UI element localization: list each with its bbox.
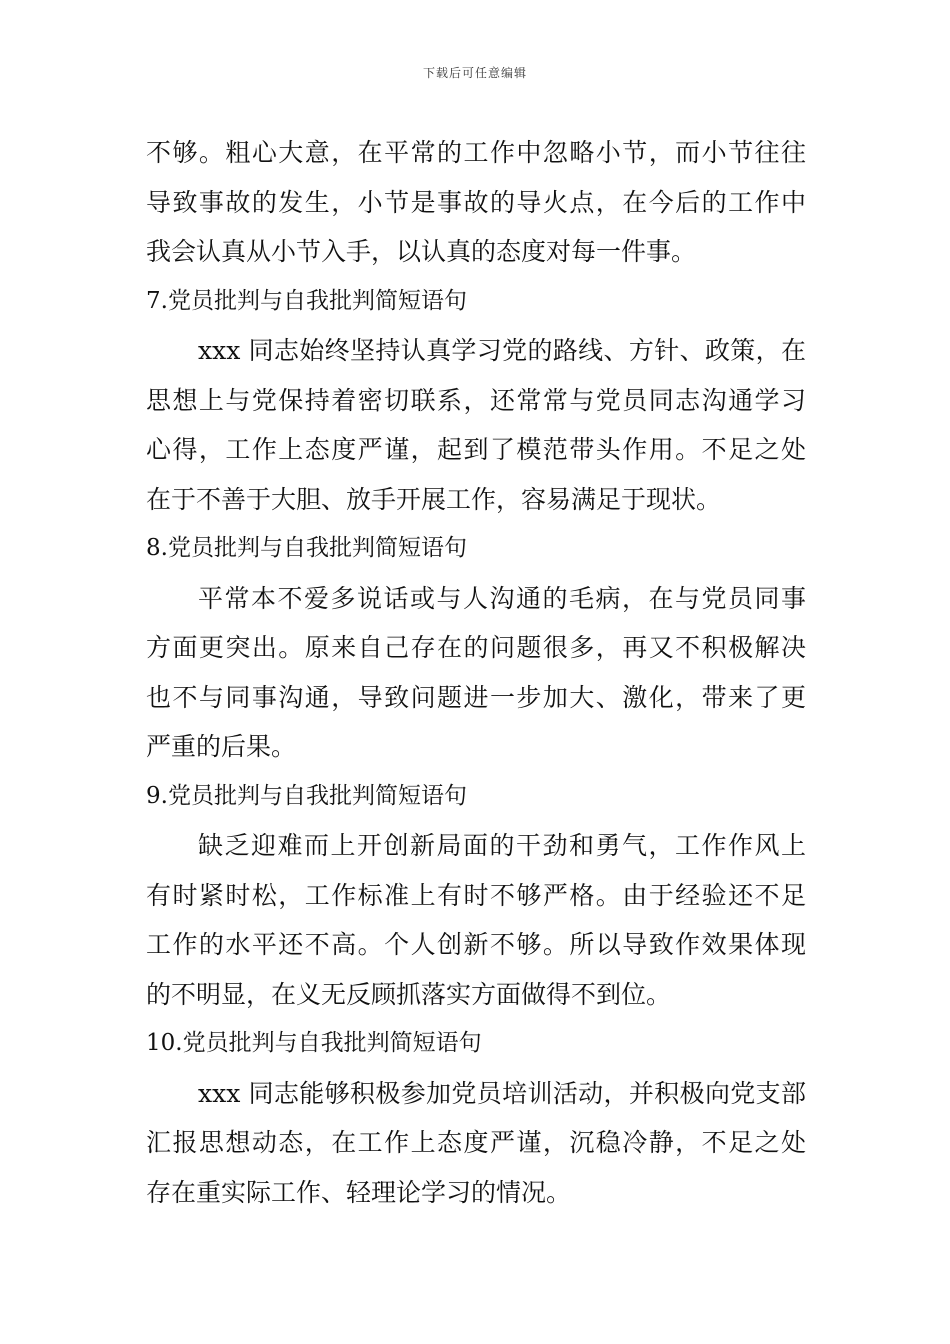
paragraph-line: 汇报思想动态，在工作上态度严谨，沉稳冷静，不足之处 xyxy=(146,1128,806,1157)
paragraph-line: 也不与同事沟通，导致问题进一步加大、激化，带来了更 xyxy=(146,682,806,712)
section-heading-7: 7.党员批判与自我批判简短语句 xyxy=(146,287,467,314)
paragraph-10 xyxy=(146,1069,806,1218)
paragraph-line: 我会认真从小节入手，以认真的态度对每一件事。 xyxy=(146,237,697,266)
paragraph-9 xyxy=(146,821,806,1019)
paragraph-line: 缺乏迎难而上开创新局面的干劲和勇气，工作作风上 xyxy=(198,831,806,860)
section-heading-10: 10.党员批判与自我批判简短语句 xyxy=(146,1030,482,1056)
paragraph-7 xyxy=(146,326,806,524)
document-body xyxy=(146,128,806,1217)
paragraph-line: 不够。粗心大意，在平常的工作中忽略小节，而小节往往 xyxy=(146,138,806,167)
paragraph-continued xyxy=(146,128,806,277)
paragraph-line: 有时紧时松，工作标准上有时不够严格。由于经验还不足 xyxy=(146,880,806,910)
paragraph-line: 在于不善于大胆、放手开展工作，容易满足于现状。 xyxy=(146,484,722,514)
paragraph-line: xxx 同志能够积极参加党员培训活动，并积极向党支部 xyxy=(198,1078,806,1108)
paragraph-line: 存在重实际工作、轻理论学习的情况。 xyxy=(146,1177,572,1207)
paragraph-8 xyxy=(146,574,806,772)
paragraph-line: 工作的水平还不高。个人创新不够。所以导致作效果体现 xyxy=(146,930,806,959)
paragraph-line: 思想上与党保持着密切联系，还常常与党员同志沟通学习 xyxy=(146,385,806,415)
paragraph-line: 平常本不爱多说话或与人沟通的毛病，在与党员同事 xyxy=(198,583,806,613)
paragraph-line: xxx 同志始终坚持认真学习党的路线、方针、政策，在 xyxy=(198,336,806,365)
paragraph-line: 方面更突出。原来自己存在的问题很多，再又不积极解决 xyxy=(146,633,806,662)
section-heading-8: 8.党员批判与自我批判简短语句 xyxy=(146,535,467,561)
paragraph-line: 心得，工作上态度严谨，起到了模范带头作用。不足之处 xyxy=(146,435,806,464)
paragraph-line: 导致事故的发生，小节是事故的导火点，在今后的工作中 xyxy=(146,187,806,217)
paragraph-line: 严重的后果。 xyxy=(146,732,297,761)
page-header: 下载后可任意编辑 xyxy=(422,66,527,80)
section-heading-9: 9.党员批判与自我批判简短语句 xyxy=(146,782,467,809)
paragraph-line: 的不明显，在义无反顾抓落实方面做得不到位。 xyxy=(146,979,672,1009)
